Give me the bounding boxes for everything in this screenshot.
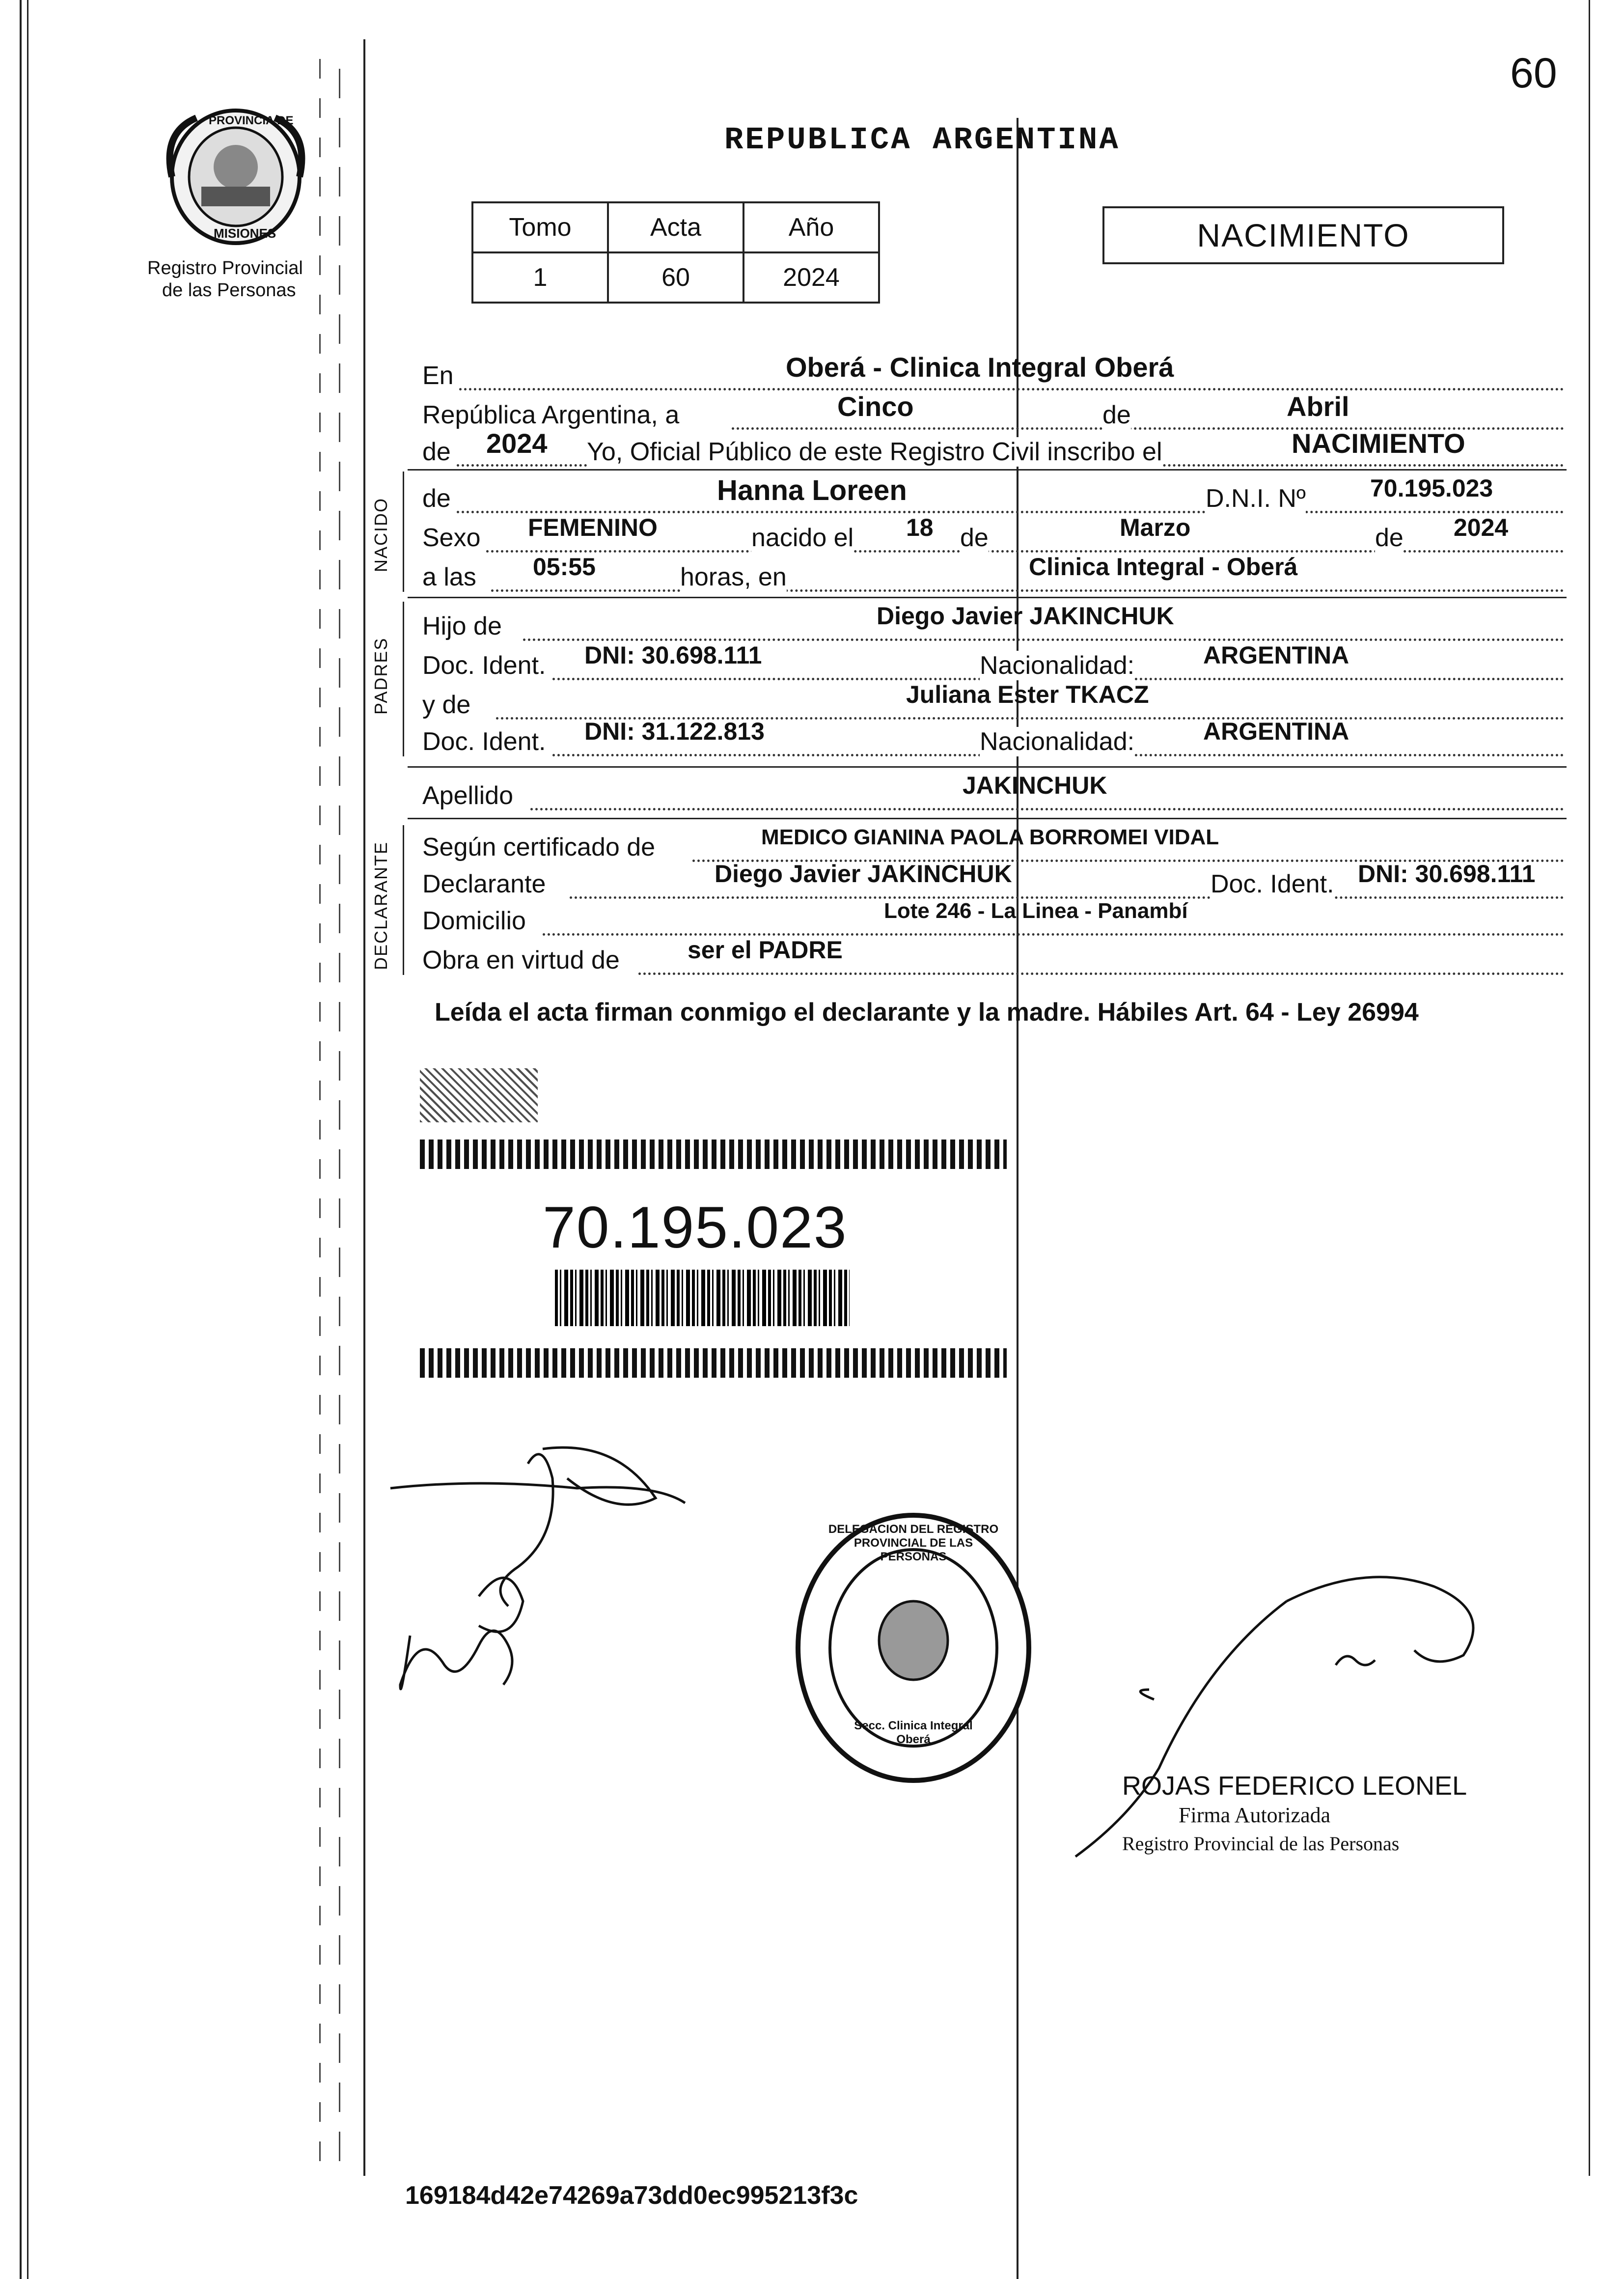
official-name: ROJAS FEDERICO LEONEL [1122, 1771, 1467, 1801]
document-hash: 169184d42e74269a73dd0ec995213f3c [405, 2181, 858, 2210]
y-de-label: y de [422, 691, 471, 719]
provincial-seal [162, 103, 309, 250]
section-divider-nacido [408, 469, 1567, 471]
obra-label: Obra en virtud de [422, 946, 620, 974]
declarant-signature [381, 1439, 705, 1734]
child-dni: 70.195.023 [1370, 474, 1493, 502]
perforation-line [319, 59, 321, 2171]
declarante-name: Diego Javier JAKINCHUK [715, 860, 1012, 888]
nacido-label: NACIDO [371, 497, 391, 572]
birth-month: Marzo [1120, 514, 1191, 541]
value-ano: 2024 [743, 252, 879, 303]
page-number: 60 [1510, 50, 1557, 97]
registry-line-2: de las Personas [162, 280, 296, 301]
mother-nationality: ARGENTINA [1203, 718, 1349, 745]
birth-de-label-2: de [1375, 524, 1404, 552]
father-nat-label: Nacionalidad: [980, 651, 1135, 680]
stamp-ring-text: DELEGACION DEL REGISTRO PROVINCIAL DE LAS PERSONAS [828, 1523, 999, 1563]
birth-day: 18 [906, 514, 934, 541]
stamp-inner-text: Secc. Clinica Integral Oberá [854, 1719, 973, 1746]
security-stripe-bottom [420, 1348, 1007, 1378]
domicilio-value: Lote 246 - La Linea - Panambí [884, 899, 1188, 923]
child-name: Hanna Loreen [717, 474, 907, 506]
apellido-label: Apellido [422, 781, 514, 810]
padres-bracket [403, 602, 404, 756]
birth-place: Clinica Integral - Oberá [1029, 553, 1298, 581]
official-title: Firma Autorizada [1179, 1803, 1331, 1827]
birth-de-label: de [960, 524, 989, 552]
hijo-de-label: Hijo de [422, 612, 502, 640]
record-type-box: NACIMIENTO [1102, 206, 1504, 264]
left-margin-line-2 [27, 0, 28, 2279]
seal-text-top: PROVINCIA DE [209, 114, 294, 127]
record-table [471, 201, 880, 304]
father-doc: DNI: 30.698.111 [584, 641, 762, 669]
header-acta: Acta [608, 202, 743, 252]
en-label: En [422, 361, 454, 390]
father-nationality: ARGENTINA [1203, 641, 1349, 669]
declarante-name-label: Declarante [422, 870, 546, 898]
date-year: 2024 [486, 428, 548, 459]
dni-label: D.N.I. Nº [1206, 484, 1306, 513]
mother-name: Juliana Ester TKACZ [906, 681, 1149, 708]
perforation-line-2 [339, 69, 340, 2181]
declarante-bracket [403, 825, 404, 975]
closing-note: Leída el acta firman conmigo el declarante y la madre. Hábiles Art. 64 - Ley 26994 [435, 998, 1419, 1027]
nacido-de-label: de [422, 484, 451, 513]
domicilio-label: Domicilio [422, 907, 526, 935]
father-name: Diego Javier JAKINCHUK [877, 602, 1174, 630]
main-left-border [363, 39, 365, 2176]
header-tomo: Tomo [472, 202, 608, 252]
document-title: REPUBLICA ARGENTINA [724, 123, 1120, 158]
apellido-value: JAKINCHUK [963, 772, 1107, 799]
mother-doc: DNI: 31.122.813 [584, 718, 765, 745]
header-ano: Año [743, 202, 879, 252]
sexo-label: Sexo [422, 524, 481, 552]
seal-text-bottom: MISIONES [214, 226, 276, 241]
security-stripe-top [420, 1140, 1007, 1169]
statement: Yo, Oficial Público de este Registro Civil inscribo el [587, 438, 1162, 466]
mother-nat-label: Nacionalidad: [980, 727, 1135, 756]
apellido-dots [530, 808, 1564, 810]
section-divider-apellido [408, 766, 1567, 768]
left-margin-line [20, 0, 22, 2279]
obra-value: ser el PADRE [688, 936, 843, 964]
a-las-dots [491, 589, 1564, 592]
birth-time: 05:55 [533, 553, 596, 581]
padres-label: PADRES [371, 637, 391, 715]
declarante-doc-label: Doc. Ident. [1211, 870, 1334, 898]
official-registry: Registro Provincial de las Personas [1122, 1833, 1400, 1855]
registry-line-1: Registro Provincial [147, 258, 303, 278]
barcode-number: 70.195.023 [543, 1195, 848, 1260]
father-doc-label: Doc. Ident. [422, 651, 546, 680]
en-value: Oberá - Clinica Integral Oberá [786, 352, 1174, 383]
certificado-label: Según certificado de [422, 833, 656, 862]
value-acta: 60 [608, 252, 743, 303]
date-month: Abril [1287, 391, 1349, 422]
section-divider-padres [408, 597, 1567, 598]
date-day: Cinco [837, 391, 914, 422]
horas-label: horas, en [680, 563, 787, 591]
mother-doc-label: Doc. Ident. [422, 727, 546, 756]
nacido-el-label: nacido el [751, 524, 854, 552]
child-sex: FEMENINO [528, 514, 658, 541]
right-border [1589, 0, 1590, 2176]
declarante-doc: DNI: 30.698.111 [1358, 860, 1536, 888]
year-prefix: de [422, 438, 451, 466]
birth-year: 2024 [1454, 514, 1509, 541]
section-divider-declarante [408, 818, 1567, 819]
registry-stamp [791, 1508, 1036, 1788]
date-de-label: de [1102, 401, 1131, 429]
inscribe-value: NACIMIENTO [1292, 428, 1465, 459]
nacido-bracket [403, 472, 404, 592]
declarante-label: DECLARANTE [371, 841, 391, 970]
en-dots [459, 388, 1564, 390]
barcode [555, 1270, 850, 1326]
value-tomo: 1 [472, 252, 608, 303]
security-pattern [420, 1068, 538, 1122]
obra-dots [638, 973, 1564, 975]
a-las-label: a las [422, 563, 476, 591]
republica-label: República Argentina, a [422, 401, 680, 429]
certificado-value: MEDICO GIANINA PAOLA BORROMEI VIDAL [761, 825, 1219, 849]
